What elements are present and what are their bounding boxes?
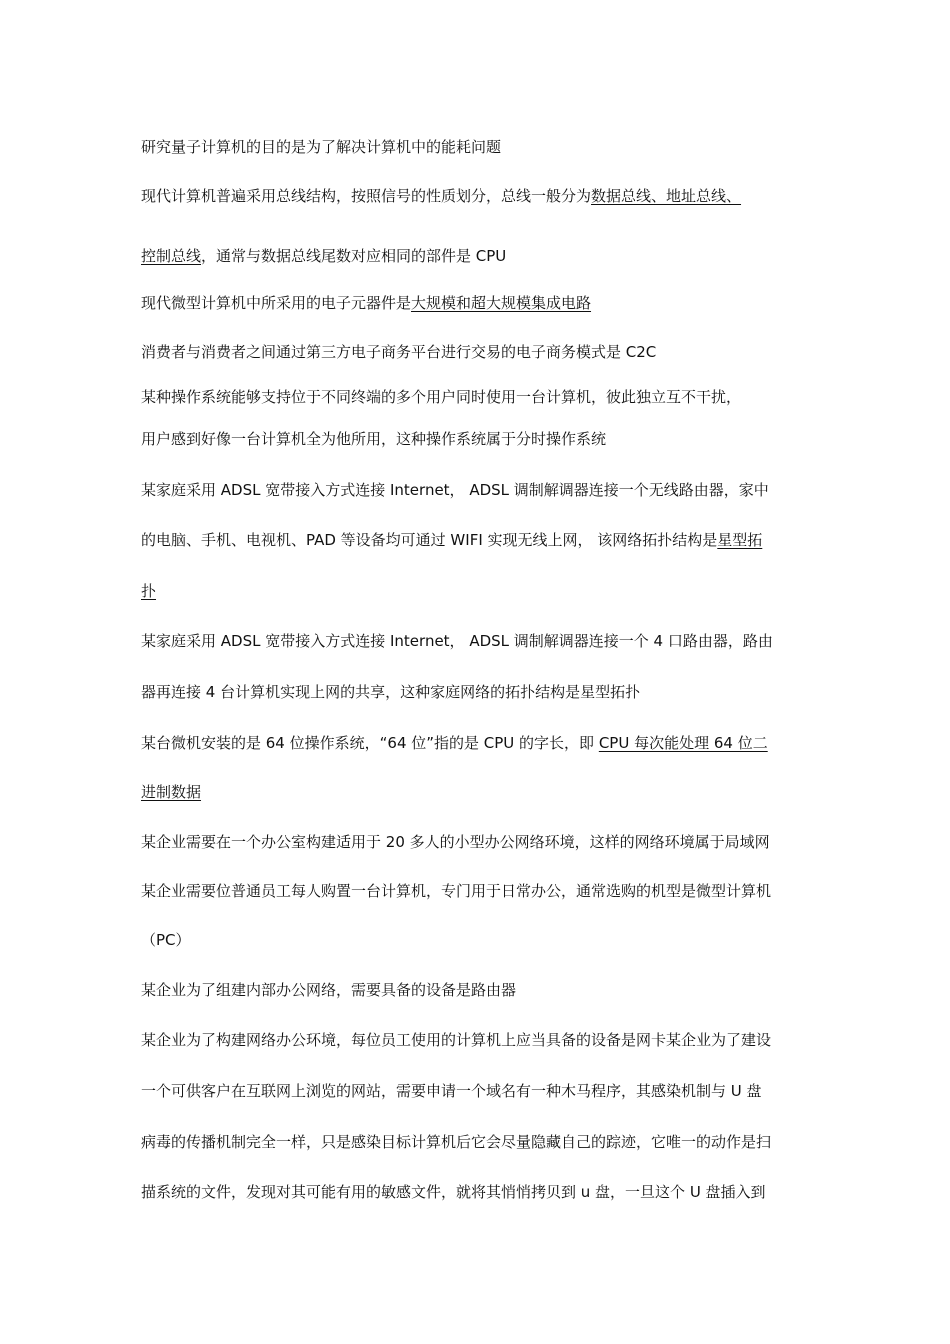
text-line: 描系统的文件，发现对其可能有用的敏感文件，就将其悄悄拷贝到 u 盘，一旦这个 U 盘插入到: [141, 1183, 766, 1201]
text-line: 研究量子计算机的目的是为了解决计算机中的能耗问题: [141, 138, 502, 156]
text-line: 控制总线，通常与数据总线尾数对应相同的部件是 CPU: [141, 247, 507, 265]
text-line: 某企业需要在一个办公室构建适用于 20 多人的小型办公网络环境，这样的网络环境属于局域网: [141, 833, 770, 851]
text-line: （PC）: [141, 931, 191, 949]
text-line: 现代微型计算机中所采用的电子元器件是大规模和超大规模集成电路: [141, 294, 592, 312]
text-line: 某企业为了构建网络办公环境，每位员工使用的计算机上应当具备的设备是网卡某企业为了建设: [141, 1031, 772, 1049]
underlined-answer: 进制数据: [141, 783, 202, 801]
underlined-answer: 大规模和超大规模集成电路: [411, 294, 592, 312]
text-line: [141, 581, 156, 601]
text-line: 的电脑、手机、电视机、PAD 等设备均可通过 WIFI 实现无线上网， 该网络拓扑结构是星型拓: [141, 531, 763, 549]
text-line: 某企业需要位普通员工每人购置一台计算机，专门用于日常办公，通常选购的机型是微型计算机: [141, 882, 772, 900]
text-line: 用户感到好像一台计算机全为他所用，这种操作系统属于分时操作系统: [141, 430, 607, 448]
text-line: 病毒的传播机制完全一样，只是感染目标计算机后它会尽量隐藏自己的踪迹，它唯一的动作是扫: [141, 1133, 772, 1151]
text-line: 某台微机安装的是 64 位操作系统，“64 位”指的是 CPU 的字长，即 CPU 每次能处理 64 位二: [141, 734, 768, 752]
underlined-answer: CPU 每次能处理 64 位二: [598, 734, 768, 752]
text-line: 一个可供客户在互联网上浏览的网站，需要申请一个域名有一种木马程序，其感染机制与 U 盘: [141, 1082, 762, 1100]
text-line: 器再连接 4 台计算机实现上网的共享，这种家庭网络的拓扑结构是星型拓扑: [141, 683, 641, 701]
underlined-answer: 控制总线: [141, 247, 202, 265]
text-line: 某种操作系统能够支持位于不同终端的多个用户同时使用一台计算机，彼此独立互不干扰，: [141, 388, 742, 406]
text-line: [141, 782, 201, 802]
text-line: 某企业为了组建内部办公网络，需要具备的设备是路由器: [141, 981, 517, 999]
text-line: 消费者与消费者之间通过第三方电子商务平台进行交易的电子商务模式是 C2C: [141, 343, 657, 361]
text-line: 某家庭采用 ADSL 宽带接入方式连接 Internet， ADSL 调制解调器连接一个 4 口路由器，路由: [141, 632, 773, 650]
underlined-answer: 星型拓: [717, 531, 763, 549]
text-line: 某家庭采用 ADSL 宽带接入方式连接 Internet， ADSL 调制解调器连接一个无线路由器，家中: [141, 481, 769, 499]
underlined-answer: 扑: [141, 582, 157, 600]
underlined-answer: 数据总线、地址总线、: [591, 187, 742, 205]
text-line: 现代计算机普遍采用总线结构，按照信号的性质划分，总线一般分为数据总线、地址总线、: [141, 187, 742, 205]
